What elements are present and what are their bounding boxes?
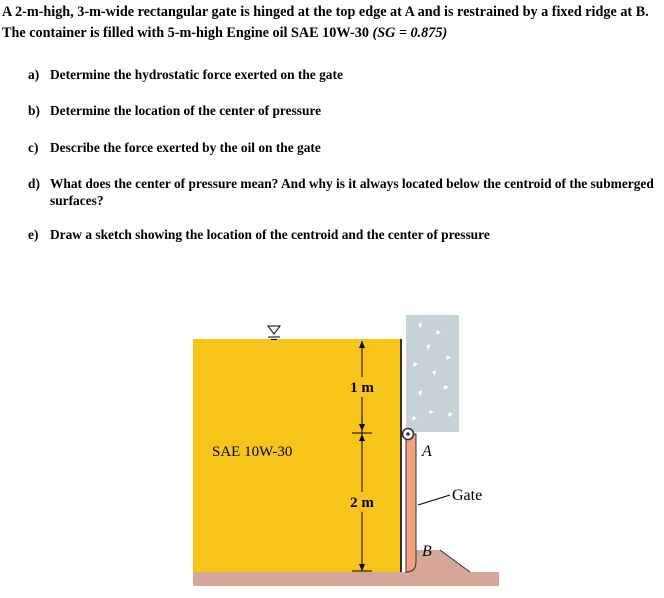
question-text: What does the center of pressure mean? And why is it always located below the centroid of the submerged surfaces? [50, 176, 654, 208]
question-letter: b) [28, 103, 40, 118]
question-c [28, 139, 660, 156]
fluid-label: SAE 10W-30 [212, 444, 293, 460]
specific-gravity-note: (SG = 0.875) [372, 25, 448, 41]
problem-text: A 2-m-high, 3-m-wide rectangular gate is hinged at the top edge at A and is restrained by a fixed ridge at B. The container is filled with 5-m-high Engine oil SAE 10W-30 [2, 4, 649, 41]
gate-leader-line [418, 495, 450, 505]
question-letter: d) [28, 176, 40, 191]
ridge-b [410, 550, 470, 572]
hinge-pin [406, 432, 410, 436]
gate-label: Gate [452, 487, 483, 504]
free-surface-symbol [268, 326, 280, 334]
question-letter: c) [28, 140, 39, 155]
gate-figure [0, 300, 664, 598]
question-text: Draw a sketch showing the location of the centroid and the center of pressure [50, 227, 490, 242]
dimension-label-upper: 1 m [350, 380, 374, 396]
question-e [28, 226, 660, 243]
ridge-label: B [422, 543, 432, 560]
hinge-label: A [422, 443, 432, 460]
gate-plate [406, 434, 416, 572]
dimension-label-lower: 2 m [350, 495, 374, 511]
question-a [28, 66, 660, 83]
question-b [28, 102, 660, 119]
question-letter: e) [28, 227, 39, 242]
question-d [28, 175, 660, 209]
question-text: Describe the force exerted by the oil on the gate [50, 140, 321, 155]
problem-statement [2, 2, 662, 44]
ground [193, 572, 499, 586]
question-letter: a) [28, 67, 40, 82]
question-text: Determine the hydrostatic force exerted on the gate [50, 67, 343, 82]
question-text: Determine the location of the center of pressure [50, 103, 322, 118]
